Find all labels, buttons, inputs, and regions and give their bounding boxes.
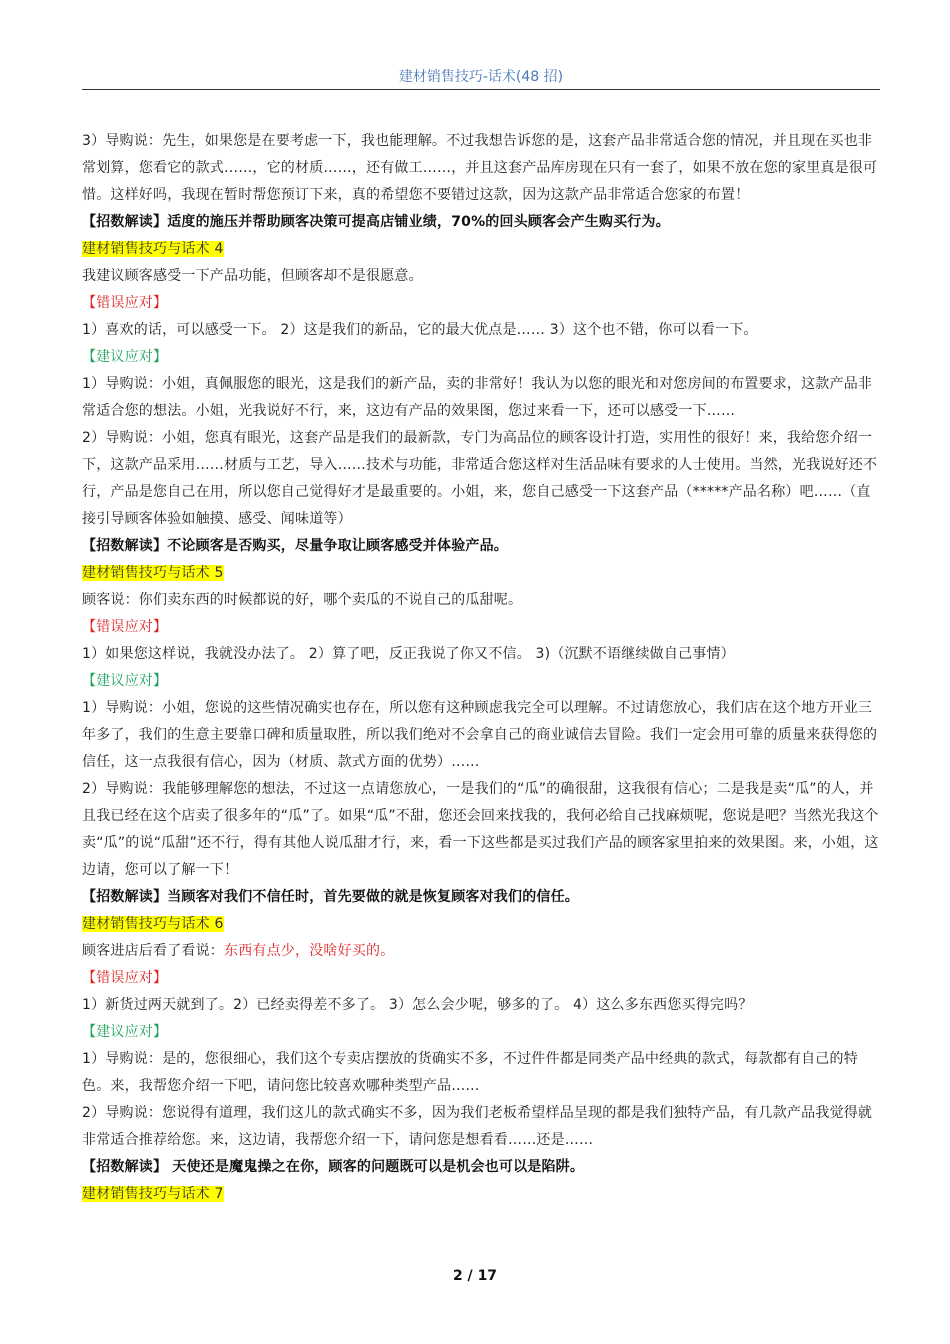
- wrong-response-label: 【错误应对】: [82, 970, 168, 986]
- wrong-response-text: 1）如果您这样说，我就没办法了。 2）算了吧，反正我说了你又不信。 3)（沉默不语继续做自己事情）: [82, 646, 735, 662]
- wrong-response-label: 【错误应对】: [82, 295, 168, 311]
- suggested-response-label: 【建议应对】: [82, 349, 168, 365]
- section-heading-7: 建材销售技巧与话术 7: [82, 1186, 224, 1202]
- document-body: [82, 128, 884, 1208]
- customer-quote: 东西有点少，没啥好买的。: [224, 943, 395, 959]
- wrong-response-label: 【错误应对】: [82, 619, 168, 635]
- page-total: 17: [477, 1268, 498, 1284]
- section-heading-5: 建材销售技巧与话术 5: [82, 565, 224, 581]
- header-divider: [82, 89, 880, 90]
- suggested-response-label: 【建议应对】: [82, 1024, 168, 1040]
- scenario-text: 我建议顾客感受一下产品功能，但顾客却不是很愿意。: [82, 268, 423, 284]
- wrong-response-text: 1）喜欢的话，可以感受一下。 2）这是我们的新品，它的最大优点是…… 3）这个也不错，你可以看一下。: [82, 322, 758, 338]
- scenario-lead: 顾客进店后看了看说：: [82, 943, 224, 959]
- tip-interpretation: 【招数解读】不论顾客是否购买，尽量争取让顾客感受并体验产品。: [82, 538, 508, 554]
- page-header-title: 建材销售技巧-话术(48 招): [398, 69, 564, 85]
- scenario-text: 顾客说：你们卖东西的时候都说的好，哪个卖瓜的不说自己的瓜甜呢。: [82, 592, 523, 608]
- suggested-response-label: 【建议应对】: [82, 673, 168, 689]
- tip-interpretation: 【招数解读】适度的施压并帮助顾客决策可提高店铺业绩，70%的回头顾客会产生购买行为。: [82, 214, 670, 230]
- suggested-response-text: 2）导购说：我能够理解您的想法，不过这一点请您放心，一是我们的“瓜”的确很甜，这我很有信心；二是我是卖“瓜”的人，并且我已经在这个店卖了很多年的“瓜”了。如果“瓜”不甜，您还会回来找我的，我何必给自己找麻烦呢，您说是吧？当然光我这个卖“瓜”的说“瓜甜”还不行，得有其他人说瓜甜才行，来，看一下这些都是买过我们产品的顾客家里拍来的效果图。来，小姐，这边请，您可以了解一下！: [82, 781, 879, 878]
- suggested-response-text: 2）导购说：您说得有道理，我们这儿的款式确实不多，因为我们老板希望样品呈现的都是我们独特产品，有几款产品我觉得就非常适合推荐给您。来，这边请，我帮您介绍一下，请问您是想看看……还是……: [82, 1105, 873, 1148]
- section-heading-4: 建材销售技巧与话术 4: [82, 241, 224, 257]
- wrong-response-text: 1）新货过两天就到了。2）已经卖得差不多了。 3）怎么会少呢，够多的了。 4）这么多东西您买得完吗？: [82, 997, 753, 1013]
- suggested-response-text: 1）导购说：是的，您很细心，我们这个专卖店摆放的货确实不多，不过件件都是同类产品中经典的款式，每款都有自己的特色。来，我帮您介绍一下吧，请问您比较喜欢哪种类型产品……: [82, 1051, 858, 1094]
- page-number: [0, 1268, 950, 1284]
- paragraph: 3）导购说：先生，如果您是在要考虑一下，我也能理解。不过我想告诉您的是，这套产品非常适合您的情况，并且现在买也非常划算，您看它的款式……，它的材质……，还有做工……，并且这套产品库房现在只有一套了，如果不放在您的家里真是很可惜。这样好吗，我现在暂时帮您预订下来，真的希望您不要错过这款，因为这款产品非常适合您家的布置！: [82, 133, 878, 203]
- suggested-response-text: 1）导购说：小姐，您说的这些情况确实也存在，所以您有这种顾虑我完全可以理解。不过请您放心，我们店在这个地方开业三年多了，我们的生意主要靠口碑和质量取胜，所以我们绝对不会拿自己的商业诚信去冒险。我们一定会用可靠的质量来获得您的信任，这一点我很有信心，因为（材质、款式方面的优势）……: [82, 700, 878, 770]
- suggested-response-text: 1）导购说：小姐，真佩服您的眼光，这是我们的新产品，卖的非常好！我认为以您的眼光和对您房间的布置要求，这款产品非常适合您的想法。小姐，光我说好不行，来，这边有产品的效果图，您过来看一下，还可以感受一下……: [82, 376, 873, 419]
- page-separator: /: [462, 1268, 478, 1284]
- scenario-text: [82, 938, 884, 965]
- suggested-response-text: 2）导购说：小姐，您真有眼光，这套产品是我们的最新款，专门为高品位的顾客设计打造，实用性的很好！来，我给您介绍一下，这款产品采用……材质与工艺，导入……技术与功能，非常适合您这样对生活品味有要求的人士使用。当然，光我说好还不行，产品是您自己在用，所以您自己觉得好才是最重要的。小姐，来，您自己感受一下这套产品（*****产品名称）吧……（直接引导顾客体验如触摸、感受、闻味道等）: [82, 430, 878, 527]
- page-current: 2: [452, 1268, 463, 1284]
- tip-interpretation: 【招数解读】 天使还是魔鬼操之在你，顾客的问题既可以是机会也可以是陷阱。: [82, 1159, 585, 1175]
- section-heading-6: 建材销售技巧与话术 6: [82, 916, 224, 932]
- tip-interpretation: 【招数解读】当顾客对我们不信任时，首先要做的就是恢复顾客对我们的信任。: [82, 889, 579, 905]
